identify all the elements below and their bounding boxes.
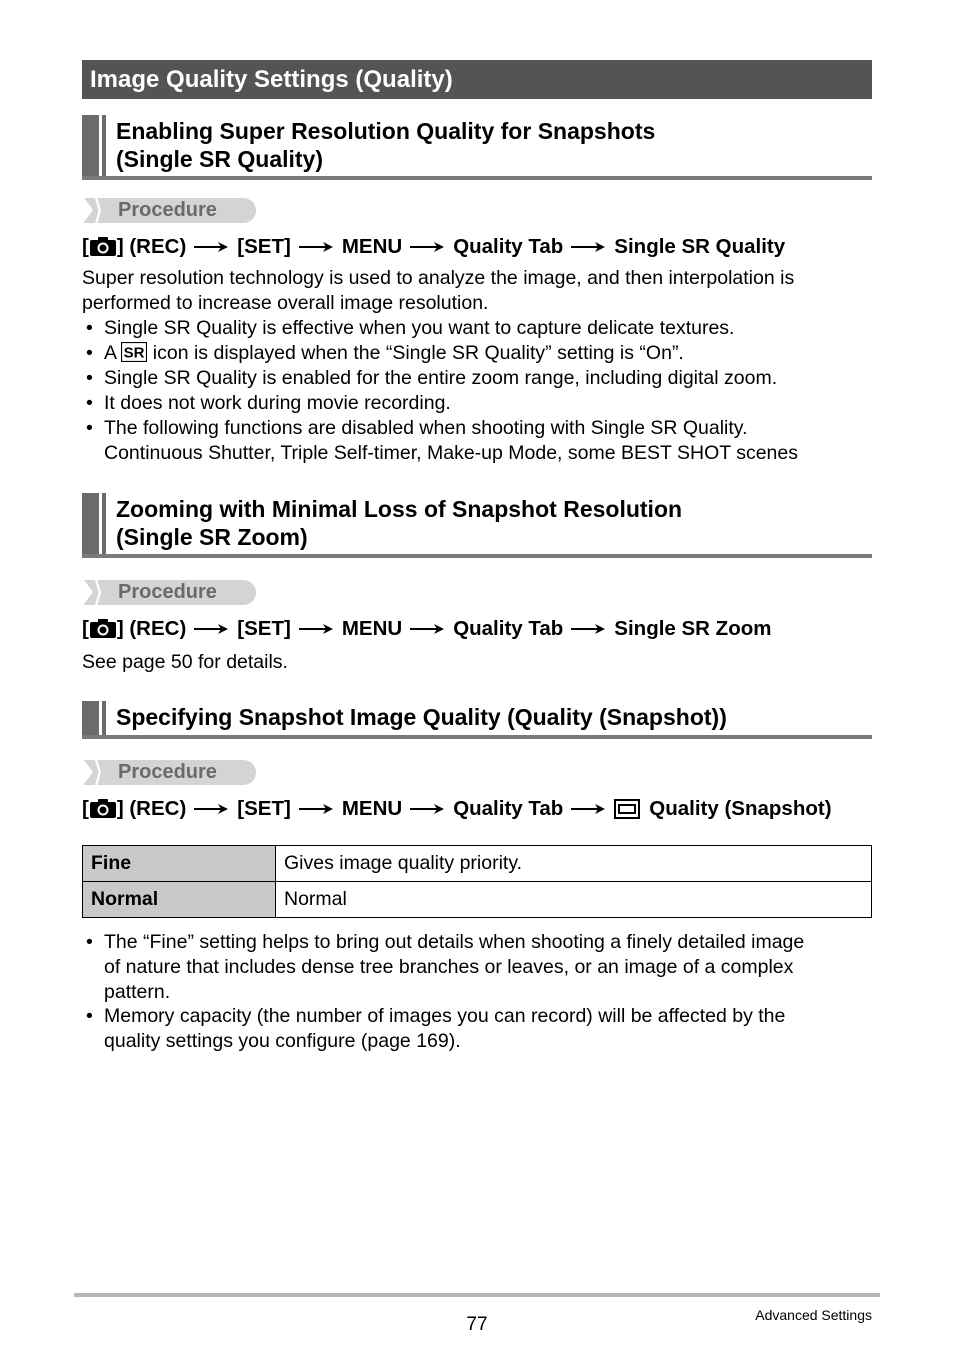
camera-icon [89, 236, 117, 257]
arrow-right-icon [299, 241, 333, 253]
path-step: MENU [341, 234, 403, 258]
path-step: Single SR Zoom [614, 616, 772, 640]
bullet-text [104, 341, 684, 366]
single-sr-icon [121, 342, 147, 362]
open-bracket: [ [82, 616, 89, 640]
table-row [83, 846, 872, 882]
open-bracket: [ [82, 234, 89, 258]
heading-line: Specifying Snapshot Image Quality (Quality (Snapshot)) [116, 704, 727, 730]
page-title: Image Quality Settings (Quality) [82, 60, 872, 99]
open-bracket: [ [82, 796, 89, 820]
path-step: Quality Tab [453, 616, 564, 640]
procedure-badge [84, 580, 256, 605]
table-key: Normal [83, 882, 276, 918]
bullet-text-part: A [104, 342, 116, 364]
intro-paragraph [82, 266, 794, 316]
procedure-label: Procedure [118, 199, 217, 221]
bullet: • [86, 931, 93, 953]
bullet-list [0, 316, 954, 476]
procedure-label: Procedure [118, 761, 217, 783]
path-step: ] (REC) [116, 616, 187, 640]
arrow-right-icon [410, 623, 444, 635]
arrow-right-icon [299, 623, 333, 635]
camera-icon [89, 798, 117, 819]
path-step: Quality (Snapshot) [649, 796, 832, 820]
bullet: • [86, 342, 93, 364]
bullet-text: Single SR Quality is effective when you want to capture delicate textures. [104, 317, 735, 339]
section-heading-quality-snapshot [82, 701, 872, 739]
camera-icon [89, 618, 117, 639]
bullet-text: Single SR Quality is enabled for the entire zoom range, including digital zoom. [104, 367, 778, 389]
table-value: Gives image quality priority. [276, 846, 872, 882]
path-step: Quality Tab [453, 796, 564, 820]
bullet-line: Continuous Shutter, Triple Self-timer, Make-up Mode, some BEST SHOT scenes [104, 442, 799, 464]
procedure-path [82, 795, 832, 822]
arrow-right-icon [571, 241, 605, 253]
bullet-line: The following functions are disabled when shooting with Single SR Quality. [104, 417, 748, 439]
bullet-line: of nature that includes dense tree branches or leaves, or an image of a complex [104, 956, 794, 978]
heading-line: Enabling Super Resolution Quality for Snapshots [116, 118, 656, 144]
path-step: ] (REC) [116, 796, 187, 820]
procedure-badge [84, 760, 256, 785]
image-quality-icon [614, 799, 640, 819]
intro-line: Super resolution technology is used to analyze the image, and then interpolation is [82, 267, 795, 289]
arrow-right-icon [571, 803, 605, 815]
path-step: [SET] [237, 796, 291, 820]
path-step: MENU [341, 796, 403, 820]
footer-section-name: Advanced Settings [755, 1307, 872, 1323]
procedure-path [82, 233, 785, 260]
page-number: 77 [466, 1314, 488, 1335]
arrow-right-icon [410, 803, 444, 815]
path-step: ] (REC) [116, 234, 187, 258]
procedure-badge [84, 198, 256, 223]
quality-table [82, 845, 872, 918]
note-text: See page 50 for details. [82, 651, 288, 673]
arrow-right-icon [194, 803, 228, 815]
bullet-text [104, 1004, 785, 1054]
section-heading-single-sr-quality [82, 115, 872, 180]
procedure-path [82, 615, 771, 642]
heading-line: (Single SR Zoom) [116, 524, 308, 550]
table-row [83, 882, 872, 918]
sr-icon-text: SR [123, 344, 145, 362]
procedure-label: Procedure [118, 581, 217, 603]
bullet: • [86, 317, 93, 339]
arrow-right-icon [194, 241, 228, 253]
arrow-right-icon [410, 241, 444, 253]
bullet-line: The “Fine” setting helps to bring out details when shooting a finely detailed image [104, 931, 805, 953]
path-step: Single SR Quality [614, 234, 786, 258]
bullet-text: It does not work during movie recording. [104, 392, 451, 414]
bullet-text-part: icon is displayed when the “Single SR Quality” setting is “On”. [152, 342, 684, 364]
bullet: • [86, 1005, 93, 1027]
bullet-text [104, 930, 804, 1005]
table-value: Normal [276, 882, 872, 918]
bullet: • [86, 392, 93, 414]
table-key: Fine [83, 846, 276, 882]
bullet-text [104, 416, 798, 466]
bullet-list [0, 930, 954, 1060]
intro-line: performed to increase overall image resolution. [82, 292, 489, 314]
arrow-right-icon [194, 623, 228, 635]
heading-line: Zooming with Minimal Loss of Snapshot Resolution [116, 496, 683, 522]
path-step: [SET] [237, 616, 291, 640]
bullet-line: quality settings you configure (page 169). [104, 1030, 461, 1052]
bullet-line: pattern. [104, 981, 171, 1003]
section-heading-single-sr-zoom [82, 493, 872, 558]
heading-line: (Single SR Quality) [116, 146, 324, 172]
path-step: Quality Tab [453, 234, 564, 258]
bullet: • [86, 417, 93, 439]
path-step: MENU [341, 616, 403, 640]
path-step: [SET] [237, 234, 291, 258]
footer-divider [74, 1293, 880, 1297]
bullet: • [86, 367, 93, 389]
arrow-right-icon [299, 803, 333, 815]
arrow-right-icon [571, 623, 605, 635]
bullet-line: Memory capacity (the number of images you can record) will be affected by the [104, 1005, 786, 1027]
